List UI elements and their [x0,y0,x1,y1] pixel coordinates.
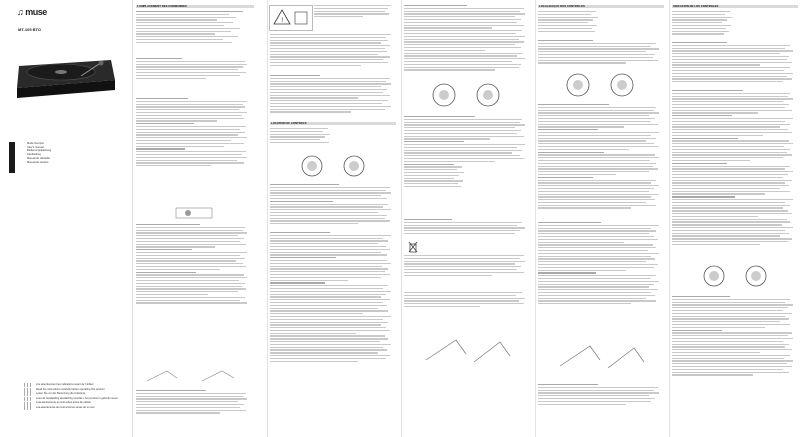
instruction-legend: Lire attentivement les indications avant de l'utiliser Read the instructions carefully before operating this product Lesen Sie vor der Benutzung die Anleitung Lees de handleiding aandachtig voordat u het product in gebruik neemt Leia atentamente as instruções antes de utilizar Lea atentamente las instrucciones antes de su uso [24,383,118,411]
controls-list [270,128,396,145]
french-panel [134,0,264,437]
portuguese-panel [536,0,668,437]
book-icon [24,406,32,410]
language-band [9,142,15,173]
controls-list [672,11,798,36]
cover-panel [0,0,131,437]
english-panel-1 [268,0,400,437]
text-block [672,90,798,247]
brand-logo: ♫ muse [17,7,47,17]
text-block [136,58,252,80]
text-block [538,104,664,210]
text-block [314,5,396,19]
bluetooth-diagram [422,80,512,115]
book-icon [24,383,32,387]
muse-logo-icon: ♫ [17,7,26,17]
text-block [404,5,530,72]
weee-icon [270,6,312,30]
text-block [136,11,252,45]
section-heading: LOCALIZAÇÃO DOS CONTROLOS [538,5,664,8]
stylus-diagram [550,338,650,383]
book-icon [24,388,32,392]
speaker-diagram [558,70,644,105]
text-block [404,219,530,236]
english-panel-2 [402,0,534,437]
safety-warning-box [269,5,313,31]
section-heading: UBICACIÓN DE LOS CONTROLES [672,5,798,8]
turntable-icon [13,46,117,105]
fold-line [132,0,133,437]
text-block [270,34,396,68]
stylus-diagram [416,330,516,379]
text-block [404,255,530,277]
text-block [270,184,396,226]
text-block [538,384,664,406]
text-block [270,75,396,114]
controls-list [538,11,664,33]
text-block [136,224,252,305]
text-block [538,222,664,306]
text-block [404,116,530,189]
diagram-figure [174,205,214,226]
model-number: MT-105 BTO [18,27,42,32]
book-icon [24,392,32,396]
spanish-panel [670,0,802,437]
text-block [538,40,664,65]
text-block [672,42,798,84]
svg-text:!: ! [281,17,284,24]
text-block [136,390,252,415]
section-heading: LOCATION OF CONTROLS [270,122,396,125]
language-list: Mode d'emploi User's manual Bedienungsanleitung Handleiding Manual do utilizador Manual de usuario [27,142,52,164]
speaker-diagram [296,152,372,185]
text-block [404,292,530,309]
bluetooth-diagram [696,262,776,295]
text-block [672,296,798,377]
book-icon [24,397,32,401]
text-block [136,98,252,168]
book-icon [24,402,32,406]
text-block [270,232,396,363]
diagram-figure [142,366,242,391]
section-heading: 1 EMPLACEMENT DES COMMANDES [136,5,254,8]
